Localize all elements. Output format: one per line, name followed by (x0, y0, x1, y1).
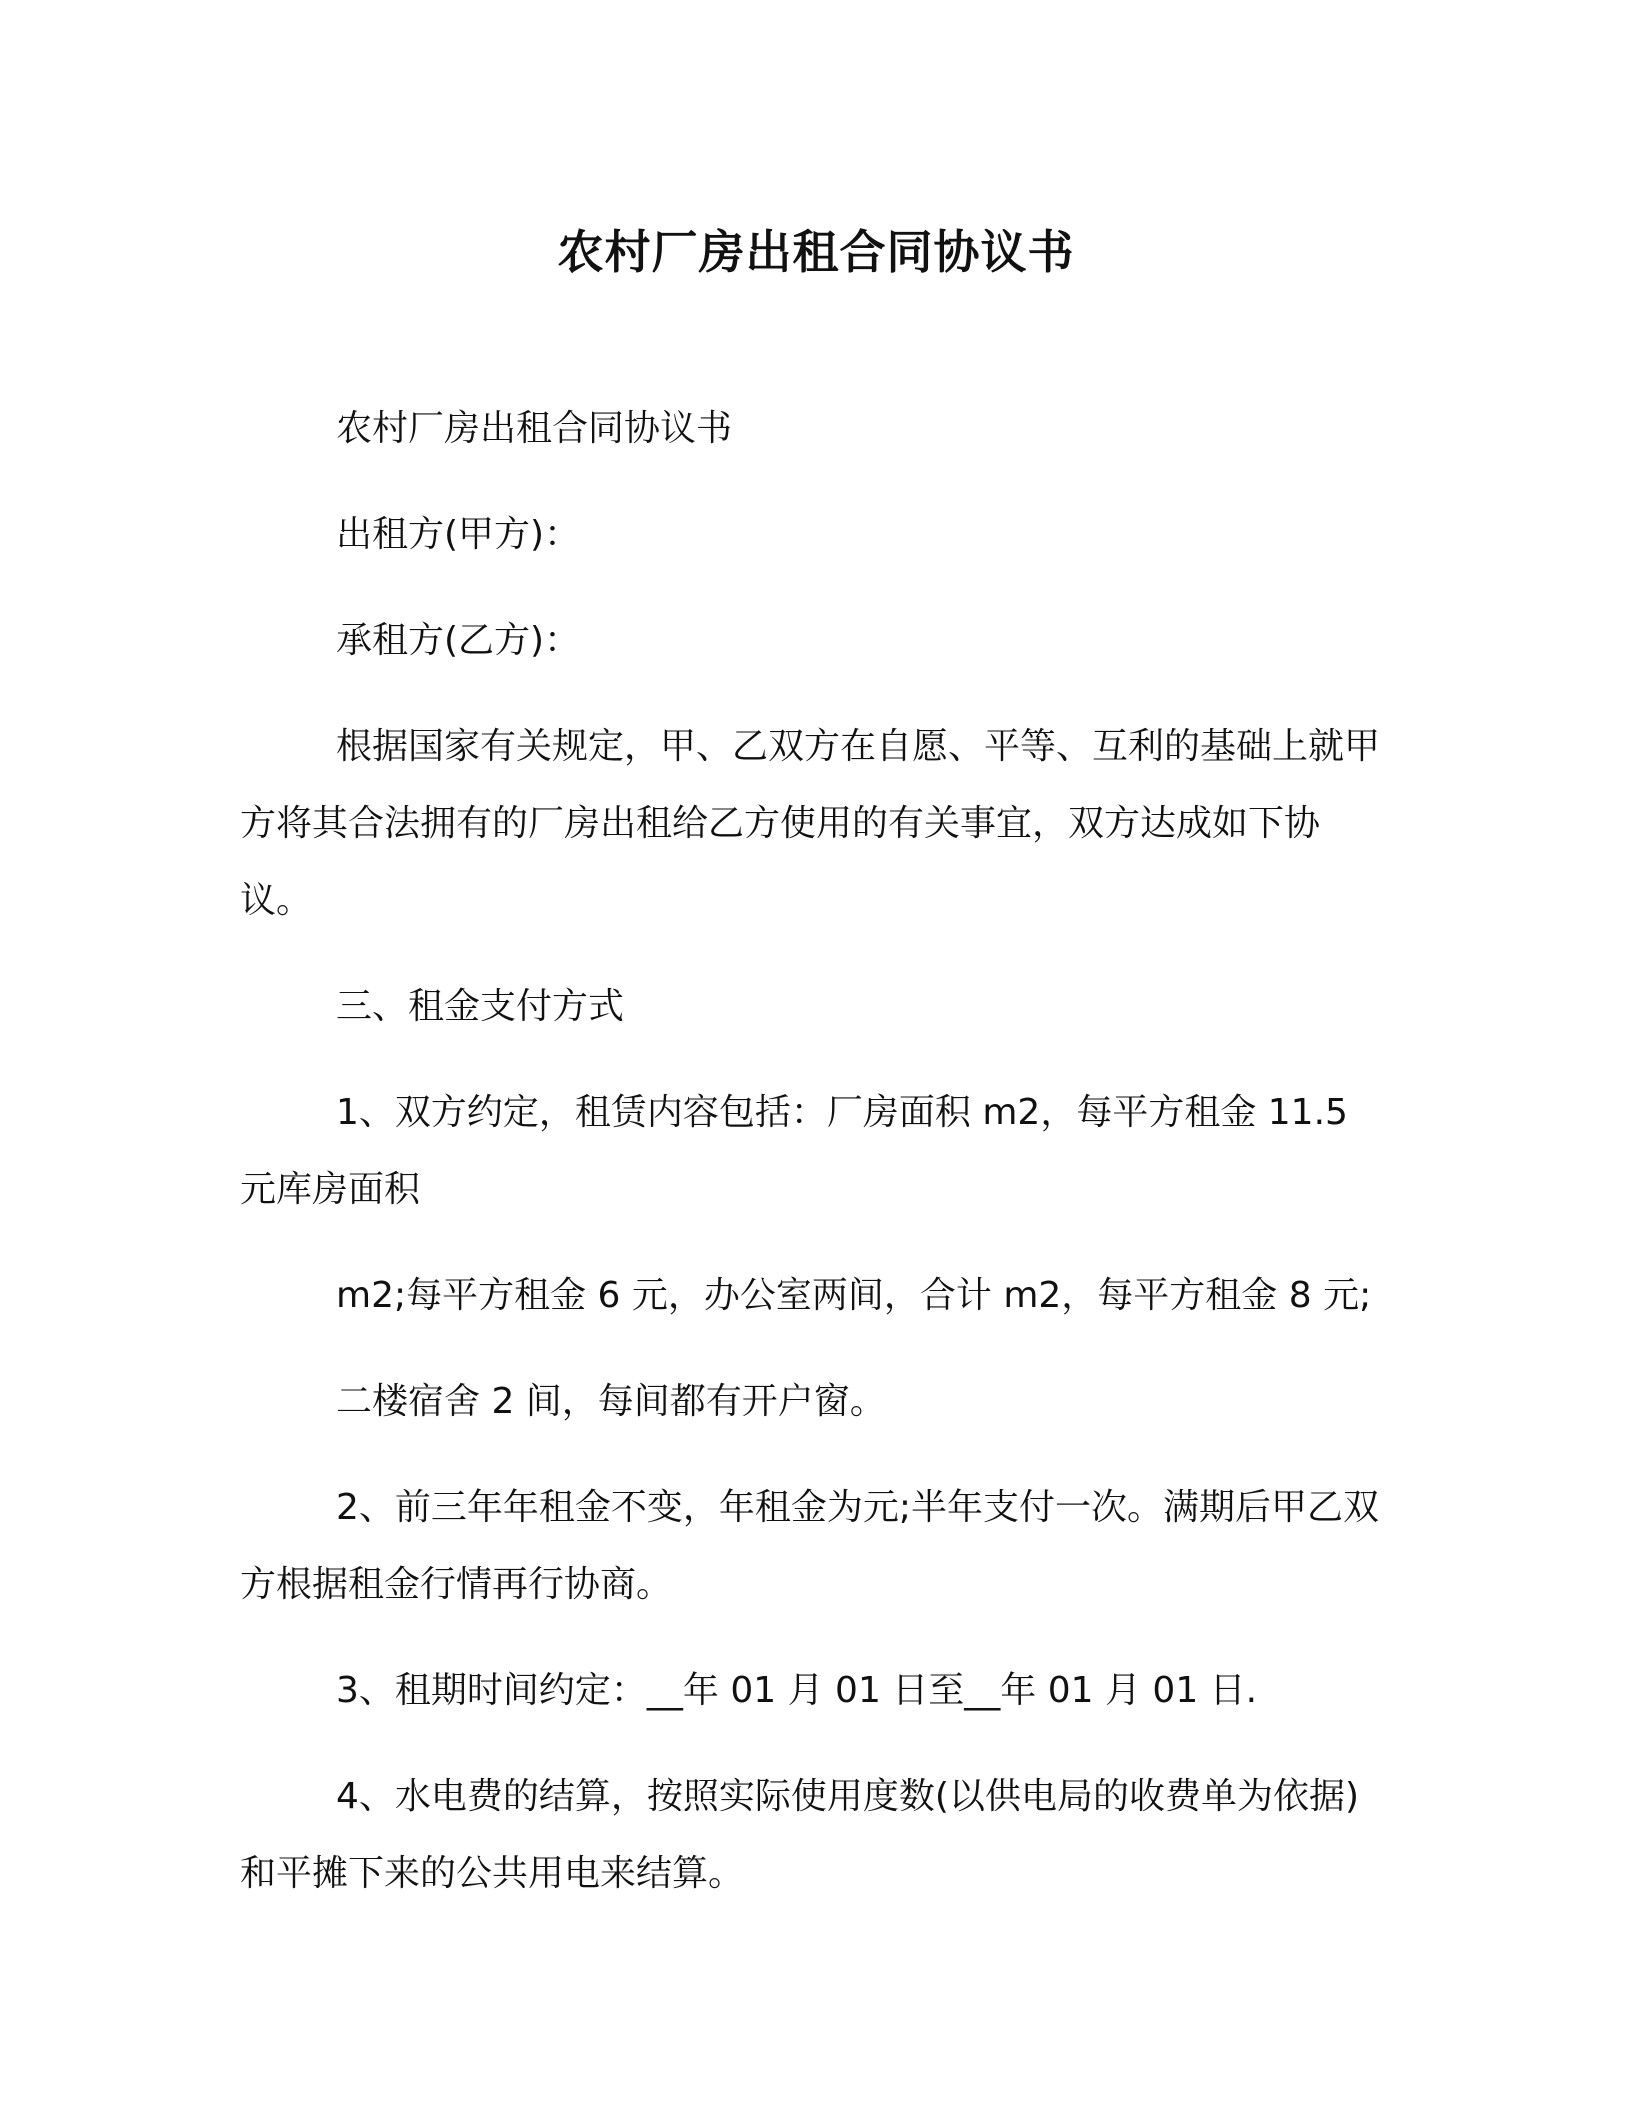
paragraph-subtitle: 农村厂房出租合同协议书 (336, 408, 733, 449)
clause-4: 4、水电费的结算，按照实际使用度数(以供电局的收费单为依据)和平摊下来的公共用电来结算。 (240, 1776, 1359, 1894)
document-title: 农村厂房出租合同协议书 (557, 225, 1075, 279)
clause-1-dormitory: 二楼宿舍 2 间，每间都有开户窗。 (336, 1381, 886, 1422)
paragraph-lessor: 出租方(甲方)： (336, 514, 581, 555)
clause-3: 3、租期时间约定：__年 01 月 01 日至__年 01 月 01 日. (336, 1670, 1258, 1711)
clause-1: 1、双方约定，租赁内容包括：厂房面积 m2，每平方租金 11.5 元库房面积 (240, 1092, 1348, 1210)
section-heading-rent-payment: 三、租金支付方式 (336, 986, 625, 1027)
paragraph-lessee: 承租方(乙方)： (336, 620, 581, 661)
clause-1-continued: m2;每平方租金 6 元，办公室两间，合计 m2，每平方租金 8 元; (336, 1275, 1372, 1316)
paragraph-preamble: 根据国家有关规定，甲、乙双方在自愿、平等、互利的基础上就甲方将其合法拥有的厂房出租给乙方使用的有关事宜，双方达成如下协议。 (240, 726, 1381, 921)
clause-2: 2、前三年年租金不变，年租金为元;半年支付一次。满期后甲乙双方根据租金行情再行协商。 (240, 1487, 1380, 1605)
document-body (240, 390, 1380, 1941)
